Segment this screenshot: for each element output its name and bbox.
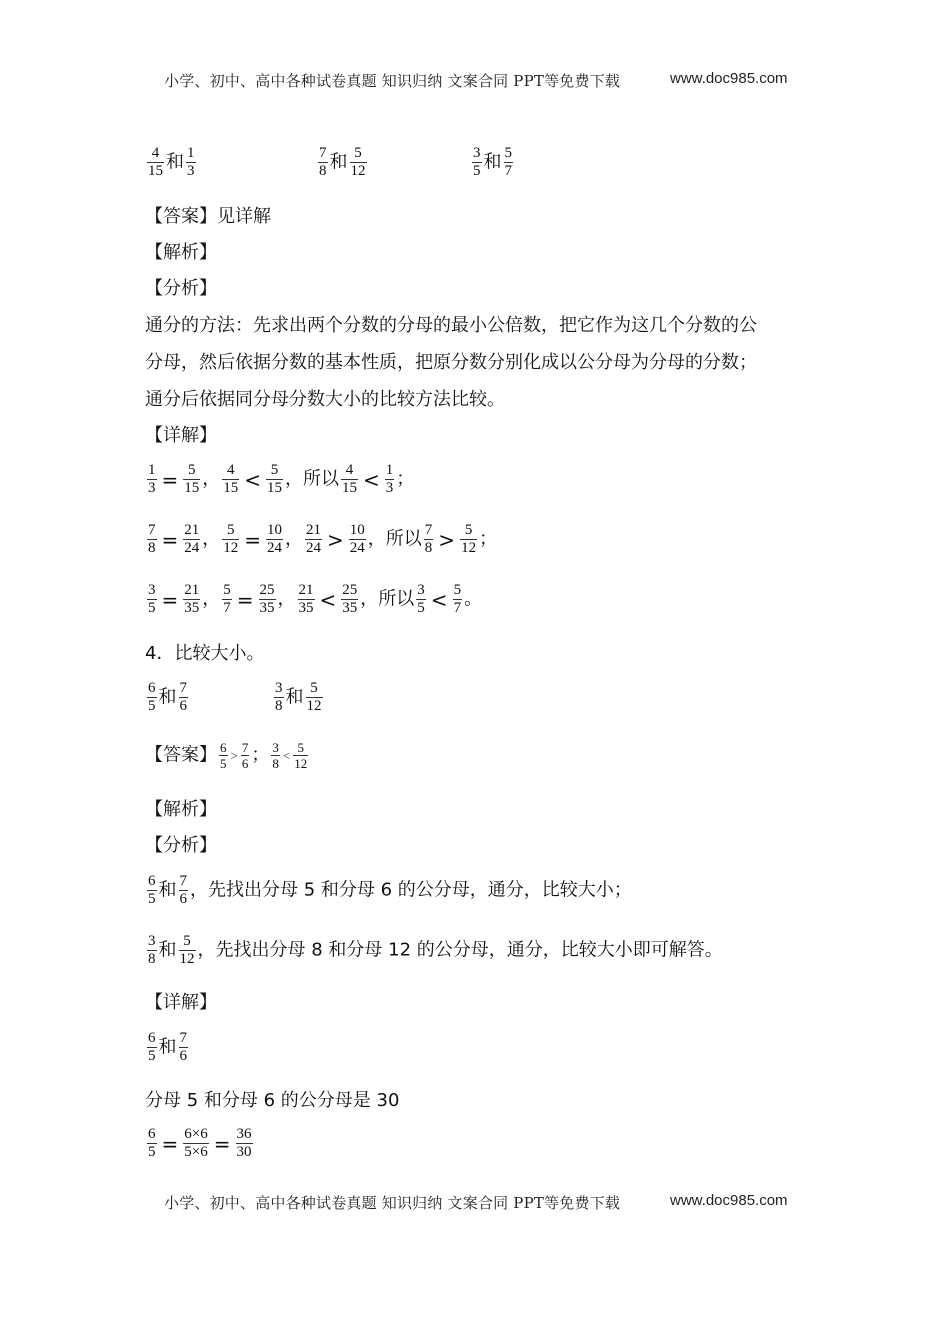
- fraction: [147, 462, 157, 497]
- fraction: [385, 462, 395, 497]
- q4-fenxi-label: 【分析】: [145, 835, 217, 856]
- fraction: [147, 145, 164, 180]
- denominator: 3: [385, 480, 394, 496]
- numerator: 4: [151, 145, 160, 161]
- fraction: [241, 740, 250, 771]
- fraction: [318, 145, 328, 180]
- fraction: [306, 680, 323, 715]
- inline-text: ，先找出分母 8 和分母 12 的公分母，通分，比较大小即可解答。: [197, 939, 723, 961]
- inline-text: ，先找出分母 5 和分母 6 的公分母，通分，比较大小；: [190, 879, 632, 901]
- denominator: 6: [179, 1048, 187, 1064]
- denominator: 24: [184, 540, 200, 556]
- denominator: 15: [184, 480, 200, 496]
- q4-analysis-line-2: [145, 933, 723, 968]
- denominator: 6: [241, 756, 249, 771]
- q4-analysis-line-1: [145, 873, 632, 908]
- fraction: [183, 522, 200, 557]
- fraction: [183, 1126, 208, 1161]
- numerator: 6: [148, 680, 156, 696]
- numerator: 21: [184, 582, 200, 598]
- denominator: 30: [236, 1144, 252, 1160]
- numerator: 5: [223, 582, 231, 598]
- numerator: 5: [310, 680, 318, 696]
- numerator: 1: [148, 462, 156, 478]
- header-ad-text: 小学、初中、高中各种试卷真题 知识归纳 文案合同 PPT等免费下载: [164, 72, 621, 90]
- fraction: [453, 582, 463, 617]
- inline-text: 。: [464, 588, 483, 610]
- fraction: [186, 145, 196, 180]
- denominator: 6: [179, 891, 187, 907]
- inline-text: ，所以: [360, 588, 415, 610]
- fraction: [504, 145, 514, 180]
- numerator: 5: [183, 933, 191, 949]
- denominator: 8: [275, 698, 283, 714]
- denominator: 8: [148, 540, 156, 556]
- fraction: [147, 933, 157, 968]
- fraction: [424, 522, 434, 557]
- denominator: 12: [179, 951, 195, 967]
- fraction: [298, 582, 315, 617]
- denominator: 15: [267, 480, 283, 496]
- denominator: 12: [294, 756, 308, 771]
- operator: =: [161, 467, 179, 492]
- operator: <: [319, 587, 337, 612]
- fraction: [293, 740, 308, 771]
- q3-pair-row-2: [316, 145, 369, 180]
- denominator: 5: [220, 756, 227, 771]
- fraction: [147, 680, 157, 715]
- numerator: 3: [148, 933, 156, 949]
- inline-text: 和: [166, 151, 184, 173]
- numerator: 7: [148, 522, 156, 538]
- inline-text: 和: [158, 1036, 177, 1058]
- numerator: 7: [179, 873, 187, 889]
- inline-text: 和: [158, 879, 177, 901]
- denominator: 8: [148, 951, 156, 967]
- operator: =: [213, 1131, 231, 1156]
- fraction: [341, 582, 358, 617]
- numerator: 10: [267, 522, 283, 538]
- denominator: 5: [148, 698, 156, 714]
- fraction: [266, 462, 283, 497]
- numerator: 5: [464, 522, 473, 538]
- q3-detail-line-3: [145, 582, 482, 617]
- numerator: 3: [275, 680, 283, 696]
- fraction: [341, 462, 358, 497]
- denominator: 15: [342, 480, 358, 496]
- operator: =: [244, 527, 262, 552]
- operator: <: [282, 747, 291, 763]
- denominator: 8: [424, 540, 433, 556]
- q4-pair-row-2: [272, 680, 325, 715]
- numerator: 6: [220, 740, 227, 755]
- denominator: 35: [342, 600, 358, 616]
- denominator: 5: [473, 163, 481, 179]
- q3-xiangjie-label: 【详解】: [145, 425, 217, 446]
- q4-calc-line: [145, 1126, 255, 1161]
- inline-text: 和: [483, 151, 502, 173]
- denominator: 7: [453, 600, 462, 616]
- numerator: 4: [227, 462, 235, 478]
- operator: >: [230, 747, 238, 763]
- footer-url[interactable]: www.doc985.com: [670, 1192, 788, 1209]
- denominator: 35: [298, 600, 314, 616]
- fraction: [147, 1030, 157, 1065]
- numerator: 4: [345, 462, 354, 478]
- operator: >: [438, 527, 456, 552]
- denominator: 7: [504, 163, 512, 179]
- denominator: 5: [417, 600, 425, 616]
- inline-text: ，: [285, 528, 304, 550]
- denominator: 35: [259, 600, 275, 616]
- fraction: [222, 582, 232, 617]
- q4-title: 4．比较大小。: [145, 643, 265, 664]
- denominator: 24: [267, 540, 283, 556]
- fraction: [349, 522, 366, 557]
- denominator: 5: [148, 891, 156, 907]
- inline-text: ；: [479, 528, 498, 550]
- denominator: 5: [148, 1048, 156, 1064]
- inline-text: 【答案】: [145, 744, 217, 766]
- denominator: 24: [306, 540, 322, 556]
- operator: =: [161, 587, 179, 612]
- q3-jiexi-label: 【解析】: [145, 242, 217, 263]
- numerator: 5: [453, 582, 462, 598]
- inline-text: ；: [396, 468, 415, 490]
- q3-pair-row-3: [470, 145, 515, 180]
- denominator: 8: [319, 163, 327, 179]
- fraction: [147, 522, 157, 557]
- operator: <: [363, 467, 380, 492]
- denominator: 12: [350, 163, 366, 179]
- numerator: 7: [179, 680, 187, 696]
- numerator: 3: [473, 145, 481, 161]
- q4-xiangjie-label: 【详解】: [145, 992, 217, 1013]
- fraction: [274, 680, 284, 715]
- denominator: 12: [461, 540, 477, 556]
- q3-analysis-line-1: 通分的方法：先求出两个分数的分母的最小公倍数，把它作为这几个分数的公: [145, 315, 757, 336]
- numerator: 7: [319, 145, 327, 161]
- fraction: [222, 522, 239, 557]
- numerator: 6: [148, 1030, 156, 1046]
- fraction: [179, 933, 196, 968]
- numerator: 5: [188, 462, 196, 478]
- fraction: [460, 522, 477, 557]
- inline-text: ，: [202, 468, 221, 490]
- fraction: [183, 582, 200, 617]
- inline-text: ，: [202, 528, 221, 550]
- fraction: [416, 582, 426, 617]
- fraction: [179, 680, 189, 715]
- numerator: 6: [148, 1126, 156, 1142]
- denominator: 12: [306, 698, 322, 714]
- numerator: 5: [504, 145, 512, 161]
- numerator: 1: [187, 145, 195, 161]
- inline-text: ，: [202, 588, 221, 610]
- numerator: 3: [417, 582, 425, 598]
- inline-text: ，所以: [367, 528, 422, 550]
- q3-fenxi-label: 【分析】: [145, 278, 217, 299]
- fraction: [266, 522, 283, 557]
- q4-pair-row: [145, 680, 190, 715]
- denominator: 15: [223, 480, 239, 496]
- q3-analysis-line-2: 分母，然后依据分数的基本性质，把原分数分别化成以公分母为分母的分数；: [145, 352, 757, 373]
- fraction: [222, 462, 239, 497]
- q4-detail-pair: [145, 1030, 190, 1065]
- q3-answer: 【答案】见详解: [145, 206, 271, 227]
- fraction: [472, 145, 482, 180]
- denominator: 35: [184, 600, 200, 616]
- denominator: 3: [148, 480, 156, 496]
- denominator: 8: [272, 756, 279, 771]
- numerator: 5: [297, 740, 304, 755]
- numerator: 3: [272, 740, 279, 755]
- operator: <: [430, 587, 448, 612]
- fraction: [183, 462, 200, 497]
- numerator: 3: [148, 582, 156, 598]
- numerator: 5: [354, 145, 362, 161]
- numerator: 21: [298, 582, 314, 598]
- q3-detail-line-1: [145, 462, 414, 497]
- denominator: 7: [223, 600, 231, 616]
- q3-analysis-line-3: 通分后依据同分母分数大小的比较方法比较。: [145, 389, 505, 410]
- numerator: 5: [270, 462, 279, 478]
- inline-text: 和: [285, 686, 304, 708]
- numerator: 6×6: [184, 1126, 208, 1142]
- q4-common-denominator-line: 分母 5 和分母 6 的公分母是 30: [145, 1090, 400, 1111]
- numerator: 25: [259, 582, 275, 598]
- inline-text: 和: [158, 686, 177, 708]
- inline-text: ，所以: [285, 468, 340, 490]
- denominator: 15: [148, 163, 163, 179]
- numerator: 7: [424, 522, 433, 538]
- fraction: [179, 873, 189, 908]
- operator: =: [236, 587, 254, 612]
- fraction: [219, 740, 228, 771]
- q3-pair-row: [145, 145, 198, 180]
- operator: <: [244, 467, 262, 492]
- denominator: 3: [187, 163, 195, 179]
- fraction: [179, 1030, 189, 1065]
- fraction: [147, 873, 157, 908]
- denominator: 24: [349, 540, 365, 556]
- numerator: 10: [349, 522, 365, 538]
- fraction: [305, 522, 322, 557]
- fraction: [147, 1126, 157, 1161]
- numerator: 1: [385, 462, 394, 478]
- denominator: 5: [148, 600, 156, 616]
- numerator: 6: [148, 873, 156, 889]
- inline-text: 和: [329, 151, 348, 173]
- denominator: 12: [223, 540, 239, 556]
- fraction: [236, 1126, 253, 1161]
- operator: =: [161, 527, 179, 552]
- numerator: 7: [179, 1030, 187, 1046]
- fraction: [350, 145, 367, 180]
- footer-ad-text: 小学、初中、高中各种试卷真题 知识归纳 文案合同 PPT等免费下载: [164, 1194, 621, 1212]
- numerator: 7: [241, 740, 249, 755]
- denominator: 5×6: [184, 1144, 208, 1160]
- numerator: 36: [236, 1126, 252, 1142]
- operator: =: [161, 1131, 179, 1156]
- numerator: 5: [227, 522, 235, 538]
- operator: >: [327, 527, 344, 552]
- denominator: 6: [179, 698, 187, 714]
- fraction: [147, 582, 157, 617]
- q3-detail-line-2: [145, 522, 497, 557]
- denominator: 5: [148, 1144, 156, 1160]
- q4-answer: [145, 740, 310, 771]
- numerator: 21: [306, 522, 322, 538]
- fraction: [259, 582, 276, 617]
- fraction: [271, 740, 280, 771]
- numerator: 25: [342, 582, 358, 598]
- inline-text: ；: [251, 744, 270, 766]
- q4-jiexi-label: 【解析】: [145, 799, 217, 820]
- inline-text: 和: [158, 939, 177, 961]
- inline-text: ，: [277, 588, 296, 610]
- header-url[interactable]: www.doc985.com: [670, 70, 788, 87]
- numerator: 21: [184, 522, 200, 538]
